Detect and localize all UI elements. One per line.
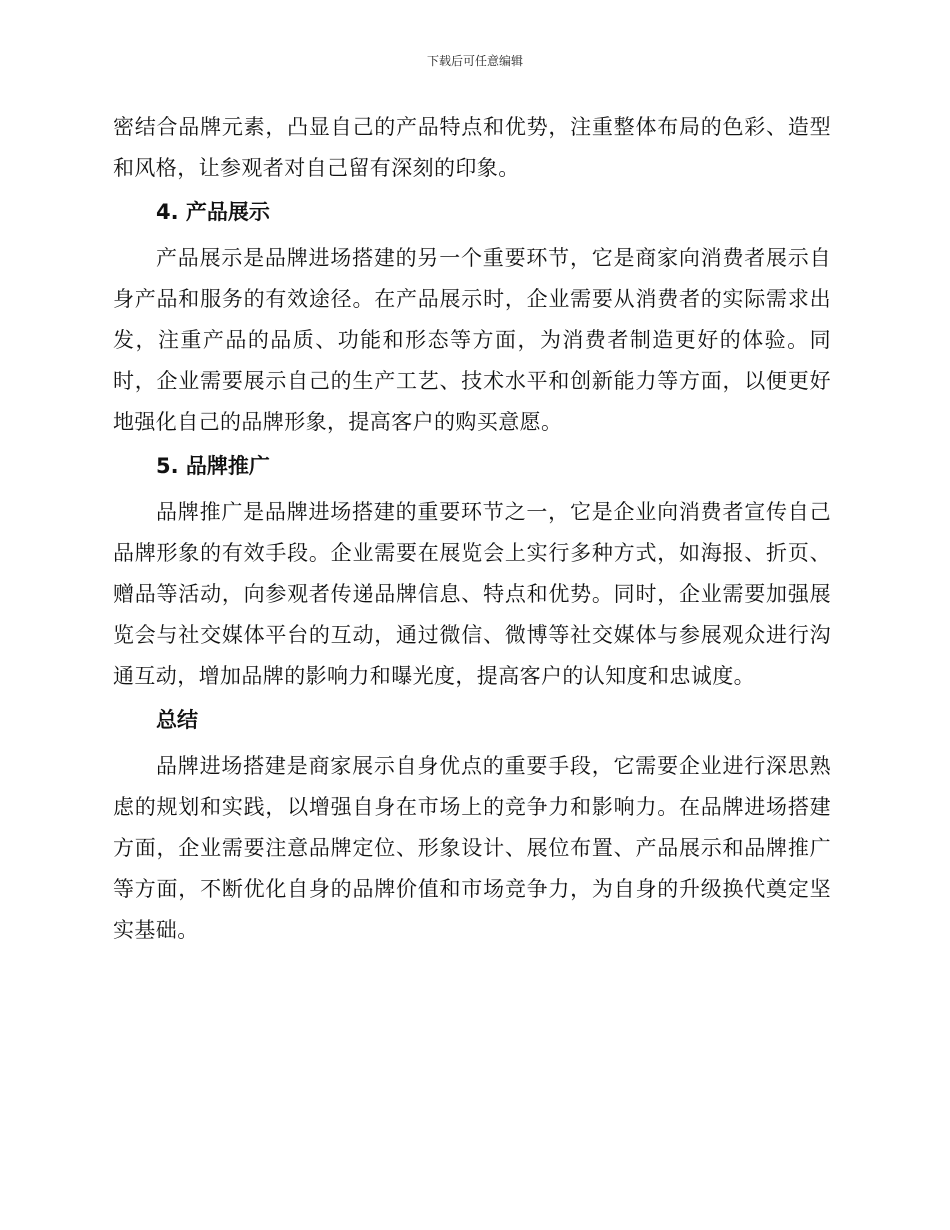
section-heading-brand-promotion: 5. 品牌推广	[156, 454, 270, 478]
section-heading-product-display: 4. 产品展示	[156, 200, 270, 224]
document-body	[113, 107, 831, 951]
product-display-paragraph: 产品展示是品牌进场搭建的另一个重要环节，它是商家向消费者展示自身产品和服务的有效途径。在产品展示时，企业需要从消费者的实际需求出发，注重产品的品质、功能和形态等方面，为消费者制造更好的体验。同时，企业需要展示自己的生产工艺、技术水平和创新能力等方面，以便更好地强化自己的品牌形象，提高客户的购买意愿。	[113, 246, 831, 434]
summary-paragraph: 品牌进场搭建是商家展示自身优点的重要手段，它需要企业进行深思熟虑的规划和实践，以增强自身在市场上的竞争力和影响力。在品牌进场搭建方面，企业需要注意品牌定位、形象设计、展位布置、产品展示和品牌推广等方面，不断优化自身的品牌价值和市场竞争力，为自身的升级换代奠定坚实基础。	[113, 754, 831, 942]
section-heading-summary: 总结	[156, 708, 198, 732]
page-header: 下载后可任意编辑	[426, 54, 523, 68]
intro-continuation-paragraph: 密结合品牌元素，凸显自己的产品特点和优势，注重整体布局的色彩、造型和风格，让参观者对自己留有深刻的印象。	[113, 115, 831, 180]
brand-promotion-paragraph: 品牌推广是品牌进场搭建的重要环节之一，它是企业向消费者宣传自己品牌形象的有效手段。企业需要在展览会上实行多种方式，如海报、折页、赠品等活动，向参观者传递品牌信息、特点和优势。同时，企业需要加强展览会与社交媒体平台的互动，通过微信、微博等社交媒体与参展观众进行沟通互动，增加品牌的影响力和曝光度，提高客户的认知度和忠诚度。	[113, 500, 831, 688]
